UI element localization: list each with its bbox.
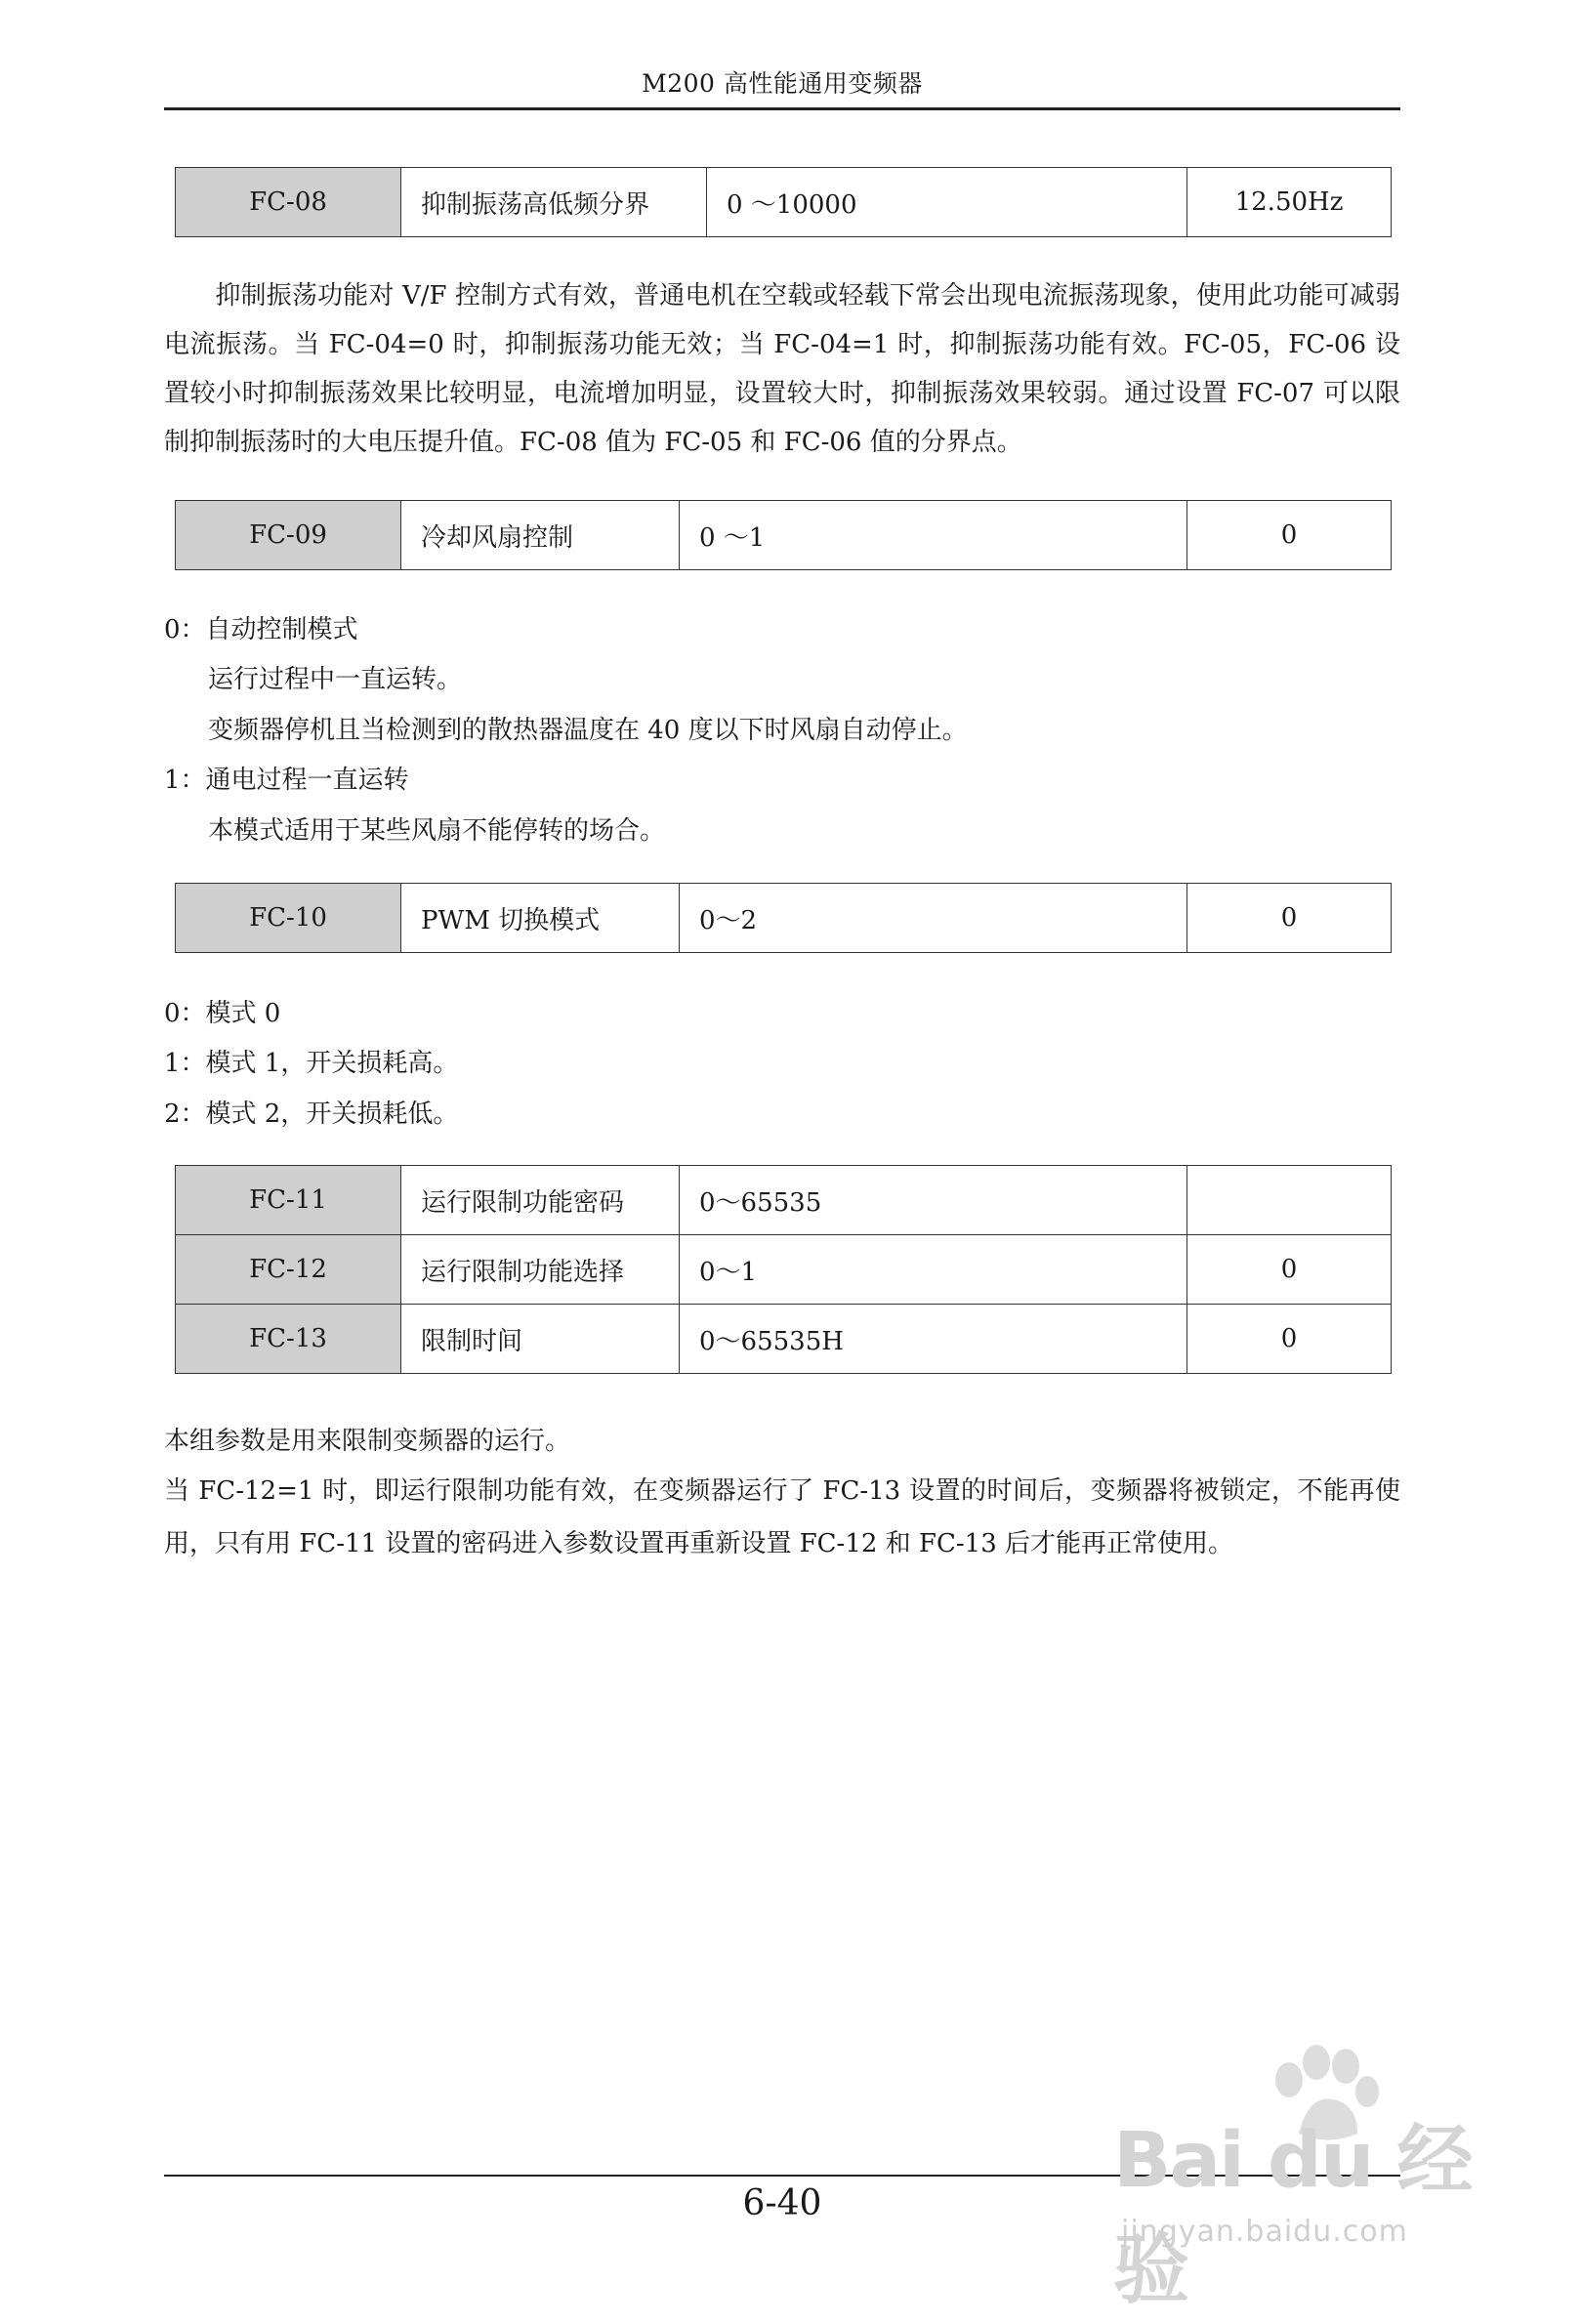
table-row xyxy=(176,1235,1392,1305)
watermark-logo-text: Bai du 经验 xyxy=(1113,2117,1472,2314)
param-range-cell: 0～2 xyxy=(680,884,1187,953)
param-code-cell: FC-11 xyxy=(176,1166,401,1235)
table-row xyxy=(176,501,1392,570)
fc09-option-1-line-1: 本模式适用于某些风扇不能停转的场合。 xyxy=(208,816,666,846)
param-table-fc09 xyxy=(175,500,1392,570)
param-name-cell: 冷却风扇控制 xyxy=(401,501,680,570)
param-default-cell: 0 xyxy=(1187,884,1392,953)
table-row xyxy=(176,1166,1392,1235)
param-code-cell: FC-09 xyxy=(176,501,401,570)
param-name-cell: 抑制振荡高低频分界 xyxy=(401,168,707,237)
param-name-cell: 限制时间 xyxy=(401,1305,680,1374)
fc10-option-2: 2：模式 2，开关损耗低。 xyxy=(164,1100,459,1129)
param-table-fc10 xyxy=(175,883,1392,953)
fc09-option-0-line-1: 运行过程中一直运转。 xyxy=(208,665,463,694)
param-default-cell: 0 xyxy=(1187,1305,1392,1374)
param-default-cell: 12.50Hz xyxy=(1187,168,1392,237)
param-range-cell: 0～65535H xyxy=(680,1305,1187,1374)
param-range-cell: 0 ～10000 xyxy=(707,168,1187,237)
param-name-cell: 运行限制功能选择 xyxy=(401,1235,680,1305)
param-table-fc08 xyxy=(175,167,1392,237)
table-row xyxy=(176,1305,1392,1374)
page-number: 6-40 xyxy=(742,2183,822,2223)
param-code-cell: FC-13 xyxy=(176,1305,401,1374)
header-rule xyxy=(164,107,1400,110)
param-range-cell: 0～65535 xyxy=(680,1166,1187,1235)
table-row xyxy=(176,168,1392,237)
watermark-url: jingyan.baidu.com xyxy=(1121,2215,1408,2249)
param-code-cell: FC-12 xyxy=(176,1235,401,1305)
baidu-jingyan-watermark xyxy=(1113,2041,1484,2314)
param-name-cell: 运行限制功能密码 xyxy=(401,1166,680,1235)
param-range-cell: 0 ～1 xyxy=(680,501,1187,570)
fc11-description-2: 当 FC-12=1 时，即运行限制功能有效，在变频器运行了 FC-13 设置的时间后，变频器将被锁定，不能再使用，只有用 FC-11 设置的密码进入参数设置再重新设置 FC-12 和 FC-13 后才能再正常使用。 xyxy=(164,1476,1400,1558)
fc10-option-0: 0：模式 0 xyxy=(164,999,281,1028)
param-default-cell xyxy=(1187,1166,1392,1235)
fc09-option-0-line-2: 变频器停机且当检测到的散热器温度在 40 度以下时风扇自动停止。 xyxy=(208,716,968,745)
param-code-cell: FC-08 xyxy=(176,168,401,237)
fc11-description-1: 本组参数是用来限制变频器的运行。 xyxy=(164,1427,571,1456)
param-range-cell: 0～1 xyxy=(680,1235,1187,1305)
fc10-option-1: 1：模式 1，开关损耗高。 xyxy=(164,1049,459,1078)
param-default-cell: 0 xyxy=(1187,1235,1392,1305)
param-default-cell: 0 xyxy=(1187,501,1392,570)
fc09-option-1: 1：通电过程一直运转 xyxy=(164,766,409,795)
fc08-description: 抑制振荡功能对 V/F 控制方式有效，普通电机在空载或轻载下常会出现电流振荡现象，使用此功能可减弱电流振荡。当 FC-04=0 时，抑制振荡功能无效；当 FC-04=1 时，抑制振荡功能有效。FC-05，FC-06 设置较小时抑制振荡效果比较明显，电流增加明显，设置较大时，抑制振荡效果较弱。通过设置 FC-07 可以限制抑制振荡时的大电压提升值。FC-08 值为 FC-05 和 FC-06 值的分界点。 xyxy=(164,281,1400,457)
param-name-cell: PWM 切换模式 xyxy=(401,884,680,953)
param-code-cell: FC-10 xyxy=(176,884,401,953)
fc09-option-0: 0：自动控制模式 xyxy=(164,615,358,644)
page-header-title: M200 高性能通用变频器 xyxy=(642,69,923,98)
table-row xyxy=(176,884,1392,953)
param-table-fc11-13 xyxy=(175,1165,1392,1374)
